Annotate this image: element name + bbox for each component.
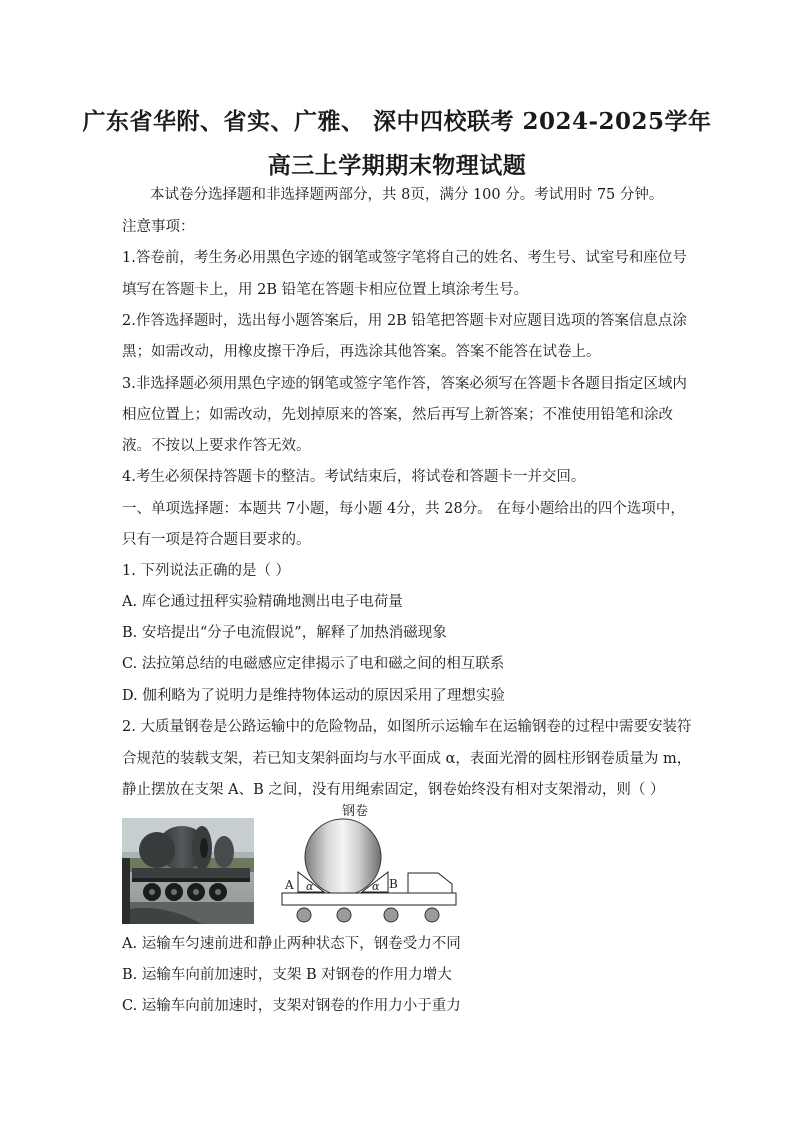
wheel [384,908,398,922]
wheel [337,908,351,922]
note-line: 2.作答选择题时，选出每小题答案后，用 2B 铅笔把答题卡对应题目选项的答案信息点涂 [122,313,687,329]
question-1-option-b: B. 安培提出“分子电流假说”，解释了加热消磁现象 [122,625,447,641]
steel-coil-truck-photo [122,818,254,924]
question-2-option-b: B. 运输车向前加速时，支架 B 对钢卷的作用力增大 [122,967,452,983]
angle-label-a: α [306,880,314,893]
label-b: B [389,877,398,891]
note-line: 3.非选择题必须用黑色字迹的钢笔或签字笔作答，答案必须写在答题卡各题目指定区域内 [122,376,687,392]
question-1-option-a: A. 库仑通过扭秤实验精确地测出电子电荷量 [122,594,403,610]
label-a: A [285,878,294,892]
note-line: 黑；如需改动，用橡皮擦干净后，再选涂其他答案。答案不能答在试卷上。 [122,344,601,360]
question-1-option-c: C. 法拉第总结的电磁感应定律揭示了电和磁之间的相互联系 [122,656,505,672]
wheel [297,908,311,922]
section-heading-cont: 只有一项是符合题目要求的。 [122,532,311,548]
section-heading: 一、单项选择题：本题共 7小题，每小题 4分，共 28分。 在每小题给出的四个选项中， [122,501,685,517]
question-2-option-a: A. 运输车匀速前进和静止两种状态下，钢卷受力不同 [122,936,461,952]
truck-bed [282,893,456,905]
note-line: 4.考生必须保持答题卡的整洁。考试结束后，将试卷和答题卡一并交回。 [122,469,586,485]
question-2-stem: 合规范的装载支架，若已知支架斜面均与水平面成 α，表面光滑的圆柱形钢卷质量为 m， [122,751,692,767]
wheel [425,908,439,922]
question-1-option-d: D. 伽利略为了说明力是维持物体运动的原因采用了理想实验 [122,688,505,704]
notice-heading: 注意事项： [122,219,195,235]
note-line: 液。不按以上要求作答无效。 [122,438,311,454]
coil-support-diagram [276,798,466,928]
note-line: 1.答卷前，考生务必用黑色字迹的钢笔或签字笔将自己的姓名、考生号、试室号和座位号 [122,250,687,266]
coil-label: 钢卷 [342,804,369,819]
question-2-option-c: C. 运输车向前加速时，支架对钢卷的作用力小于重力 [122,998,461,1014]
exam-title-line1: 广东省华附、省实、广雅、 深中四校联考 2024-2025学年 [82,108,712,135]
question-2-stem: 静止摆放在支架 A、B 之间，没有用绳索固定，钢卷始终没有相对支架滑动，则（ ） [122,782,665,798]
note-line: 填写在答题卡上，用 2B 铅笔在答题卡相应位置上填涂考生号。 [122,282,529,298]
exam-title-line2: 高三上学期期末物理试题 [267,152,527,179]
question-2-stem: 2. 大质量钢卷是公路运输中的危险物品，如图所示运输车在运输钢卷的过程中需要安装符 [122,719,692,735]
question-1-stem: 1. 下列说法正确的是（ ） [122,563,291,579]
note-line: 相应位置上；如需改动，先划掉原来的答案，然后再写上新答案；不准使用铅笔和涂改 [122,407,673,423]
angle-label-b: α [372,880,380,893]
truck-cab [408,873,452,893]
intro-text: 本试卷分选择题和非选择题两部分，共 8页，满分 100 分。考试用时 75 分钟。 [150,187,664,203]
